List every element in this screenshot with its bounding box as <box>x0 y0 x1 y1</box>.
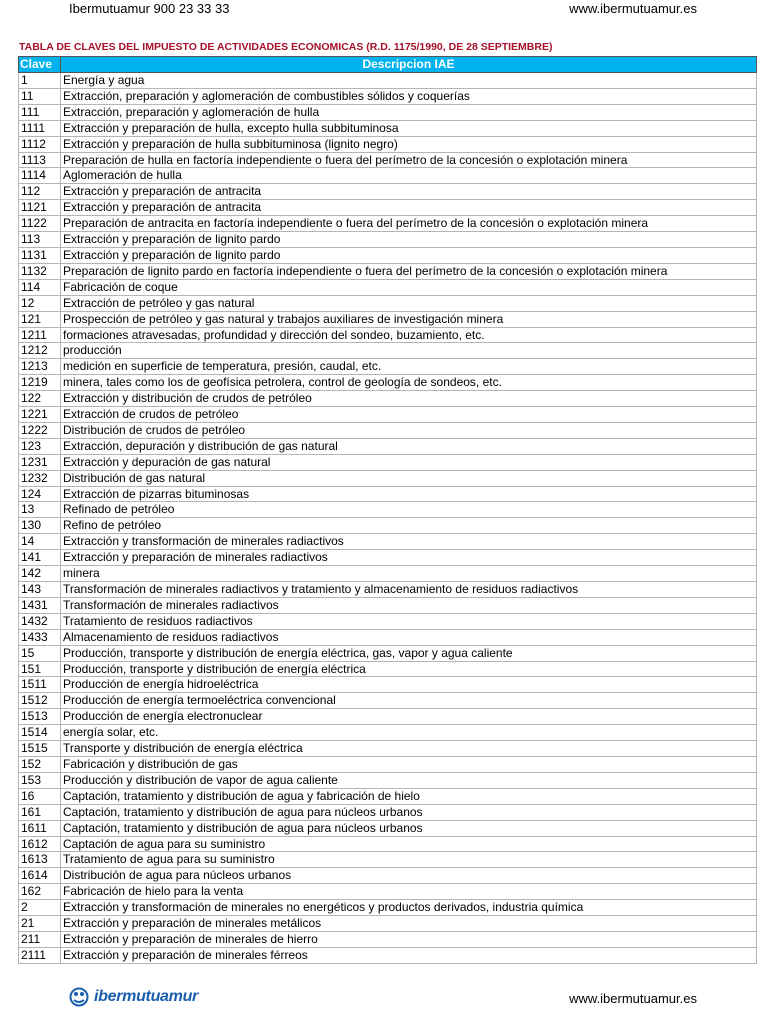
table-row <box>19 693 757 709</box>
table-body <box>19 73 757 964</box>
table-row <box>19 820 757 836</box>
table-row <box>19 136 757 152</box>
clave-cell: 1132 <box>19 263 61 279</box>
clave-cell: 1111 <box>19 120 61 136</box>
table-row <box>19 852 757 868</box>
clave-cell: 1114 <box>19 168 61 184</box>
table-row <box>19 359 757 375</box>
clave-cell: 13 <box>19 502 61 518</box>
descripcion-cell: Captación, tratamiento y distribución de agua para núcleos urbanos <box>61 804 757 820</box>
clave-cell: 124 <box>19 486 61 502</box>
clave-cell: 141 <box>19 550 61 566</box>
descripcion-cell: Captación, tratamiento y distribución de agua para núcleos urbanos <box>61 820 757 836</box>
clave-cell: 1212 <box>19 343 61 359</box>
clave-cell: 112 <box>19 184 61 200</box>
clave-cell: 21 <box>19 916 61 932</box>
clave-cell: 152 <box>19 756 61 772</box>
table-row <box>19 311 757 327</box>
table-row <box>19 916 757 932</box>
descripcion-cell: formaciones atravesadas, profundidad y dirección del sondeo, buzamiento, etc. <box>61 327 757 343</box>
descripcion-cell: Distribución de agua para núcleos urbanos <box>61 868 757 884</box>
table-row <box>19 741 757 757</box>
descripcion-cell: Transporte y distribución de energía eléctrica <box>61 741 757 757</box>
table-row <box>19 788 757 804</box>
descripcion-cell: Captación de agua para su suministro <box>61 836 757 852</box>
clave-cell: 1433 <box>19 629 61 645</box>
clave-cell: 11 <box>19 88 61 104</box>
descripcion-cell: producción <box>61 343 757 359</box>
descripcion-cell: Transformación de minerales radiactivos y tratamiento y almacenamiento de residuos radiactivos <box>61 582 757 598</box>
clave-cell: 1613 <box>19 852 61 868</box>
table-header-row <box>19 57 757 73</box>
clave-cell: 153 <box>19 772 61 788</box>
table-row <box>19 502 757 518</box>
clave-cell: 1219 <box>19 375 61 391</box>
descripcion-cell: Refino de petróleo <box>61 518 757 534</box>
table-row <box>19 518 757 534</box>
table-row <box>19 486 757 502</box>
descripcion-cell: Extracción y transformación de minerales no energéticos y productos derivados, industria química <box>61 900 757 916</box>
clave-cell: 1122 <box>19 216 61 232</box>
clave-cell: 162 <box>19 884 61 900</box>
table-row <box>19 88 757 104</box>
descripcion-cell: Extracción y preparación de minerales férreos <box>61 947 757 963</box>
table-row <box>19 645 757 661</box>
descripcion-cell: Extracción y preparación de minerales de hierro <box>61 931 757 947</box>
clave-cell: 16 <box>19 788 61 804</box>
clave-cell: 1431 <box>19 597 61 613</box>
descripcion-cell: Extracción, preparación y aglomeración de hulla <box>61 104 757 120</box>
table-row <box>19 407 757 423</box>
clave-cell: 1513 <box>19 709 61 725</box>
clave-cell: 142 <box>19 566 61 582</box>
descripcion-cell: minera <box>61 566 757 582</box>
table-row <box>19 836 757 852</box>
table-row <box>19 470 757 486</box>
table-row <box>19 947 757 963</box>
descripcion-cell: Prospección de petróleo y gas natural y trabajos auxiliares de investigación minera <box>61 311 757 327</box>
descripcion-cell: Extracción, depuración y distribución de gas natural <box>61 438 757 454</box>
clave-cell: 1611 <box>19 820 61 836</box>
table-row <box>19 900 757 916</box>
clave-cell: 1511 <box>19 677 61 693</box>
footer-website[interactable]: www.ibermutuamur.es <box>569 991 697 1006</box>
descripcion-cell: Extracción y preparación de lignito pardo <box>61 247 757 263</box>
clave-cell: 123 <box>19 438 61 454</box>
table-row <box>19 804 757 820</box>
table-row <box>19 184 757 200</box>
descripcion-cell: Extracción de petróleo y gas natural <box>61 295 757 311</box>
descripcion-cell: Extracción y transformación de minerales radiactivos <box>61 534 757 550</box>
descripcion-cell: Producción de energía termoeléctrica convencional <box>61 693 757 709</box>
clave-cell: 114 <box>19 279 61 295</box>
table-row <box>19 247 757 263</box>
descripcion-cell: minera, tales como los de geofísica petrolera, control de geología de sondeos, etc. <box>61 375 757 391</box>
table-row <box>19 216 757 232</box>
descripcion-cell: energía solar, etc. <box>61 725 757 741</box>
clave-cell: 14 <box>19 534 61 550</box>
clave-cell: 1221 <box>19 407 61 423</box>
descripcion-cell: Producción y distribución de vapor de agua caliente <box>61 772 757 788</box>
descripcion-cell: Extracción y preparación de antracita <box>61 184 757 200</box>
clave-cell: 1222 <box>19 422 61 438</box>
descripcion-cell: Distribución de gas natural <box>61 470 757 486</box>
descripcion-cell: Producción, transporte y distribución de energía eléctrica <box>61 661 757 677</box>
table-row <box>19 709 757 725</box>
descripcion-cell: Energía y agua <box>61 73 757 89</box>
descripcion-cell: Refinado de petróleo <box>61 502 757 518</box>
clave-cell: 1614 <box>19 868 61 884</box>
clave-cell: 111 <box>19 104 61 120</box>
table-row <box>19 295 757 311</box>
descripcion-cell: Distribución de crudos de petróleo <box>61 422 757 438</box>
clave-cell: 161 <box>19 804 61 820</box>
clave-cell: 2111 <box>19 947 61 963</box>
clave-cell: 1113 <box>19 152 61 168</box>
table-row <box>19 534 757 550</box>
descripcion-cell: medición en superficie de temperatura, presión, caudal, etc. <box>61 359 757 375</box>
clave-cell: 113 <box>19 232 61 248</box>
clave-cell: 1112 <box>19 136 61 152</box>
clave-cell: 1612 <box>19 836 61 852</box>
table-row <box>19 629 757 645</box>
table-row <box>19 375 757 391</box>
clave-cell: 1 <box>19 73 61 89</box>
table-row <box>19 454 757 470</box>
table-row <box>19 391 757 407</box>
clave-cell: 151 <box>19 661 61 677</box>
table-row <box>19 613 757 629</box>
table-row <box>19 772 757 788</box>
descripcion-cell: Extracción de crudos de petróleo <box>61 407 757 423</box>
descripcion-cell: Extracción y preparación de hulla subbituminosa (lignito negro) <box>61 136 757 152</box>
clave-cell: 122 <box>19 391 61 407</box>
descripcion-cell: Extracción, preparación y aglomeración de combustibles sólidos y coquerías <box>61 88 757 104</box>
table-row <box>19 566 757 582</box>
clave-cell: 211 <box>19 931 61 947</box>
table-row <box>19 422 757 438</box>
table-row <box>19 438 757 454</box>
descripcion-cell: Producción, transporte y distribución de energía eléctrica, gas, vapor y agua caliente <box>61 645 757 661</box>
table-row <box>19 232 757 248</box>
header-phone: Ibermutuamur 900 23 33 33 <box>69 1 230 16</box>
descripcion-cell: Extracción y preparación de hulla, excepto hulla subbituminosa <box>61 120 757 136</box>
descripcion-cell: Fabricación de coque <box>61 279 757 295</box>
clave-cell: 1432 <box>19 613 61 629</box>
table-row <box>19 73 757 89</box>
document-title: TABLA DE CLAVES DEL IMPUESTO DE ACTIVIDADES ECONOMICAS (R.D. 1175/1990, DE 28 SEPTIEMBRE) <box>19 41 553 53</box>
clave-cell: 1211 <box>19 327 61 343</box>
descripcion-cell: Producción de energía hidroeléctrica <box>61 677 757 693</box>
clave-cell: 15 <box>19 645 61 661</box>
header-website[interactable]: www.ibermutuamur.es <box>569 1 697 16</box>
descripcion-cell: Extracción y distribución de crudos de petróleo <box>61 391 757 407</box>
descripcion-cell: Tratamiento de residuos radiactivos <box>61 613 757 629</box>
footer-logo <box>68 986 198 1008</box>
table-row <box>19 597 757 613</box>
table-row <box>19 582 757 598</box>
logo-text: ibermutuamur <box>94 988 198 1005</box>
table-row <box>19 661 757 677</box>
table-row <box>19 550 757 566</box>
clave-cell: 1515 <box>19 741 61 757</box>
descripcion-cell: Fabricación y distribución de gas <box>61 756 757 772</box>
table-row <box>19 168 757 184</box>
descripcion-cell: Transformación de minerales radiactivos <box>61 597 757 613</box>
descripcion-cell: Extracción y preparación de minerales metálicos <box>61 916 757 932</box>
table-row <box>19 327 757 343</box>
clave-cell: 2 <box>19 900 61 916</box>
descripcion-cell: Extracción y depuración de gas natural <box>61 454 757 470</box>
clave-cell: 130 <box>19 518 61 534</box>
descripcion-cell: Extracción y preparación de antracita <box>61 200 757 216</box>
clave-cell: 1213 <box>19 359 61 375</box>
table-row <box>19 120 757 136</box>
descripcion-cell: Fabricación de hielo para la venta <box>61 884 757 900</box>
table-row <box>19 677 757 693</box>
table-row <box>19 152 757 168</box>
table-row <box>19 343 757 359</box>
iae-codes-table <box>18 56 757 964</box>
descripcion-cell: Preparación de lignito pardo en factoría independiente o fuera del perímetro de la concesión o explotación minera <box>61 263 757 279</box>
clave-cell: 121 <box>19 311 61 327</box>
descripcion-cell: Extracción y preparación de minerales radiactivos <box>61 550 757 566</box>
descripcion-cell: Aglomeración de hulla <box>61 168 757 184</box>
table-row <box>19 279 757 295</box>
table-row <box>19 263 757 279</box>
clave-cell: 1231 <box>19 454 61 470</box>
descripcion-cell: Preparación de hulla en factoría independiente o fuera del perímetro de la concesión o explotación minera <box>61 152 757 168</box>
column-header-clave: Clave <box>19 57 61 73</box>
descripcion-cell: Preparación de antracita en factoría independiente o fuera del perímetro de la concesión o explotación minera <box>61 216 757 232</box>
table-row <box>19 884 757 900</box>
clave-cell: 1512 <box>19 693 61 709</box>
descripcion-cell: Producción de energía electronuclear <box>61 709 757 725</box>
column-header-descripcion: Descripcion IAE <box>61 57 757 73</box>
clave-cell: 1121 <box>19 200 61 216</box>
table-row <box>19 725 757 741</box>
table-row <box>19 104 757 120</box>
descripcion-cell: Extracción de pizarras bituminosas <box>61 486 757 502</box>
ibermutuamur-logo-icon <box>68 987 90 1007</box>
descripcion-cell: Extracción y preparación de lignito pardo <box>61 232 757 248</box>
clave-cell: 12 <box>19 295 61 311</box>
clave-cell: 1131 <box>19 247 61 263</box>
table-row <box>19 931 757 947</box>
table-row <box>19 868 757 884</box>
table-row <box>19 756 757 772</box>
descripcion-cell: Almacenamiento de residuos radiactivos <box>61 629 757 645</box>
table-row <box>19 200 757 216</box>
clave-cell: 1232 <box>19 470 61 486</box>
descripcion-cell: Captación, tratamiento y distribución de agua y fabricación de hielo <box>61 788 757 804</box>
descripcion-cell: Tratamiento de agua para su suministro <box>61 852 757 868</box>
clave-cell: 143 <box>19 582 61 598</box>
clave-cell: 1514 <box>19 725 61 741</box>
